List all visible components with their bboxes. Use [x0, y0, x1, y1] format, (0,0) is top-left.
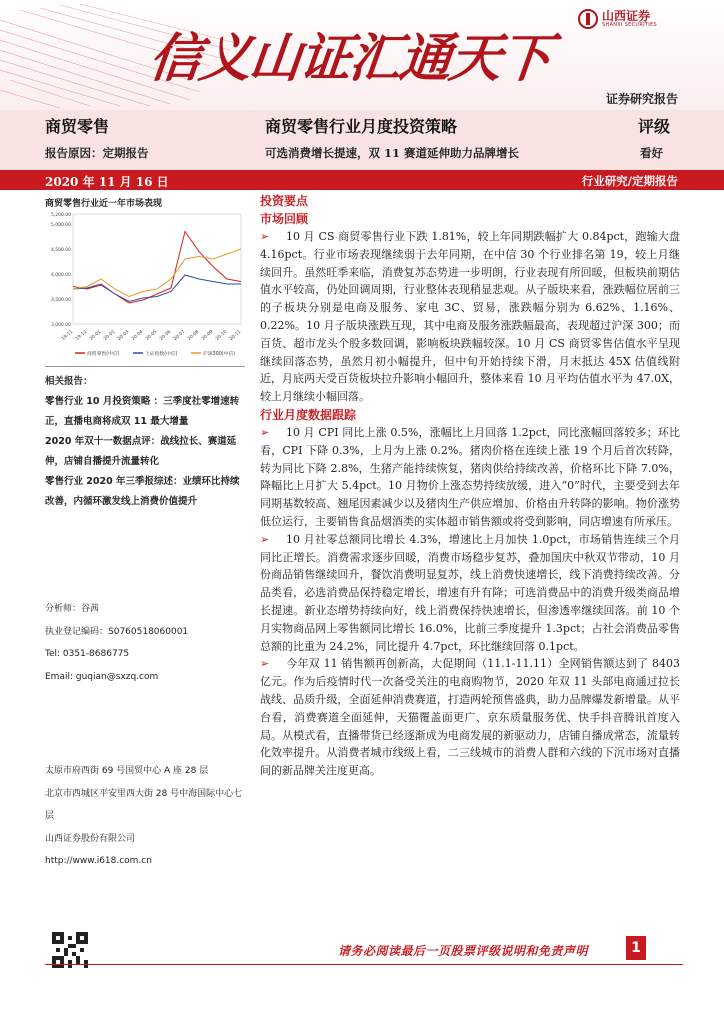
company-info [45, 760, 245, 873]
paragraph-text: 10 月 CPI 同比上涨 0.5%，涨幅比上月回落 1.2pct，同比涨幅回落较多；环比看，CPI 下降 0.3%，上月为上涨 0.2%。猪肉价格在连续上涨 19 个月后首次转降，转为同比下降 2.8%，生猪产能持续恢复，猪肉供给持续改善，价格环比下降 7.0%，降幅比上月扩大 5.4pct。10 月物价上涨态势持续放缓，进入“0”时代，主要受到去年同期基数较高、翘尾因素减少以及猪肉生产供应增加、价格由升转降的影响。物价涨势低位运行，主要销售食品烟酒类的实体超市销售额或将受到影响，同店增速有所承压。 [260, 425, 680, 528]
address-taiyuan: 太原市府西街 69 号国贸中心 A 座 28 层 [45, 766, 209, 776]
report-category: 行业研究/定期报告 [581, 174, 678, 188]
data-tracking-heading: 行业月度数据跟踪 [260, 407, 357, 422]
legend-label: 商贸零售(中信) [87, 352, 120, 357]
x-tick-label: 20-10 [215, 329, 229, 342]
header-calligraphy: 信义山证汇通天下 [146, 28, 553, 89]
analyst-license: 执业登记编码：S0760518060001 [45, 626, 189, 637]
cpi-paragraph [260, 424, 680, 531]
arrow-bullet-icon: ➢ [260, 532, 270, 546]
y-tick-label: 3,000.00 [50, 323, 71, 328]
x-tick-label: 20-09 [201, 329, 215, 342]
related-report-link[interactable]: 2020 年双十一数据点评：战线拉长、赛道延伸，店铺自播提升流量转化 [45, 436, 237, 467]
report-date: 2020 年 11 月 16 日 [45, 175, 169, 189]
related-report-link[interactable]: 零售行业 2020 年三季报综述：业绩环比持续改善，内循环激发线上消费价值提升 [45, 476, 240, 507]
x-tick-label: 20-08 [187, 329, 201, 342]
x-tick-label: 20-02 [103, 329, 117, 342]
x-tick-label: 20-07 [173, 329, 187, 342]
double11-paragraph [260, 655, 680, 780]
divider [45, 366, 245, 367]
series-line [73, 249, 241, 297]
logo-name-en: SHANXI SECURITIES [602, 22, 657, 28]
report-type: 证券研究报告 [605, 92, 678, 106]
x-tick-label: 20-04 [131, 329, 145, 342]
market-performance-chart [45, 208, 245, 360]
x-tick-label: 19-11 [61, 329, 75, 342]
x-tick-label: 20-01 [89, 329, 103, 342]
company-website[interactable]: http://www.i618.com.cn [45, 856, 152, 866]
report-subtitle: 可选消费增长提速，双 11 赛道延伸助力品牌增长 [265, 146, 520, 160]
company-name: 山西证券股份有限公司 [45, 833, 136, 844]
y-tick-label: 5,000.00 [50, 223, 71, 228]
sector-name: 商贸零售 [45, 117, 110, 136]
legend-label: 上证指数(中信) [145, 352, 178, 357]
arrow-bullet-icon: ➢ [260, 230, 270, 243]
x-tick-label: 20-11 [229, 329, 243, 342]
arrow-bullet-icon: ➢ [260, 425, 270, 439]
y-tick-label: 3,500.00 [50, 298, 71, 303]
disclaimer-note: 请务必阅读最后一页股票评级说明和免责声明 [338, 944, 589, 958]
qr-code-icon [52, 932, 88, 968]
main-content [260, 192, 680, 780]
report-reason: 报告原因：定期报告 [45, 146, 149, 160]
retail-paragraph [260, 531, 680, 656]
arrow-bullet-icon: ➢ [260, 657, 270, 671]
y-tick-label: 4,500.00 [50, 248, 71, 253]
logo-icon [578, 9, 598, 29]
brand-logo [578, 8, 657, 30]
series-line [73, 275, 241, 302]
related-reports [45, 372, 245, 512]
footer-line [45, 964, 683, 965]
analyst-name: 分析师：谷茜 [45, 604, 100, 614]
analyst-tel: Tel: 0351-8686775 [45, 649, 130, 659]
report-header [0, 0, 724, 110]
address-beijing: 北京市西城区平安里西大街 28 号中海国际中心七层 [45, 788, 243, 821]
paragraph-text: 10 月社零总额同比增长 4.3%，增速比上月加快 1.0pct，市场销售连续三个月同比正增长。消费需求逐步回暖，消费市场稳步复苏，叠加国庆中秋双节带动，10 月份商品销售继续回升，餐饮消费明显复苏，线上消费快速增长，线下消费持续改善。分品类看，必选消费品保持稳定增长，增速有升有降；可选消费品中的消费升级类商品增长提速。新业态增势持续向好，线上消费保持快速增长，但渗透率继续回落。前 10 个月实物商品网上零售额同比增长 16.0%，比前三季度提升 1.3pct；占社会消费品零售总额的比重为 24.2%，同比提升 4.7pct，环比继续回落 0.1pct。 [260, 532, 680, 653]
x-tick-label: 20-05 [145, 329, 159, 342]
related-heading: 相关报告： [45, 376, 93, 387]
section-title: 投资要点 [260, 194, 309, 208]
report-title: 商贸零售行业月度投资策略 [265, 117, 458, 136]
x-tick-label: 19-12 [75, 329, 89, 342]
analyst-email[interactable]: Email: guqian@sxzq.com [45, 671, 159, 682]
y-tick-label: 4,000.00 [50, 273, 71, 278]
chart-title: 商贸零售行业近一年市场表现 [45, 199, 163, 209]
x-tick-label: 20-03 [117, 329, 131, 342]
paragraph-text: 今年双 11 销售额再创新高，大促期间（11.1-11.11）全网销售额达到了 8403 亿元。作为后疫情时代一次备受关注的电商购物节，2020 年双 11 头部电商通过拉长战线、品质升级，全面延伸消费赛道，打造两轮预售盛典，助力品牌爆发新增量。从平台看，消费赛道全面延伸，天猫覆盖面更广、京东质量服务优、快手抖音腾讯首度入局。从模式看，直播带货已经逐渐成为电商发展的新驱动力，店铺自播成常态，流量转化效率提升。从消费者城市线级上看，二三线城市的消费人群和六线的下沉市场对直播间的新品牌关注度更高。 [260, 657, 680, 778]
rating-label: 评级 [638, 117, 671, 136]
series-line [73, 232, 241, 304]
legend-label: 沪深300(中信) [203, 352, 236, 357]
related-report-link[interactable]: 零售行业 10 月投资策略 ：三季度社零增速转正，直播电商将成双 11 最大增量 [45, 396, 240, 427]
logo-name: 山西证券 [602, 9, 651, 23]
market-review-heading: 市场回顾 [260, 212, 309, 226]
y-tick-label: 5,200.00 [50, 213, 71, 218]
x-tick-label: 20-06 [159, 329, 173, 342]
page-number: 1 [626, 936, 646, 960]
analyst-info [45, 598, 255, 688]
paragraph-text: 10 月 CS 商贸零售行业下跌 1.81%，较上年同期跌幅扩大 0.84pct，跑输大盘 4.16pct。行业市场表现继续弱于去年同期，在中信 30 个行业排名第 19，较上月继续回升。虽然旺季来临，消费复苏态势进一步明朗，行业表现有所回暖，但板块前期估值水平较高，仍处回调周期，行业整体表现稍显悲观。从子版块来看，涨跌幅位居前三的子板块分别是电商及服务、家电 3C、贸易，涨跌幅分别为 6.62%、1.16%、0.22%。10 月子版块涨跌互现，其中电商及服务涨跌幅最高，表现超过沪深 300；而百货、超市龙头个股多数回调，影响板块跌幅较深。10 月 CS 商贸零售估值水平呈现继续回落态势，虽然月初小幅提升，但中旬开始持续下滑，月末抵达 45X 估值线附近，月底两天受百货板块拉升影响小幅回升，整体来看 10 月平均估值水平为 47.0X，较上月继续小幅回落。 [260, 230, 680, 404]
market-review-paragraph [260, 228, 680, 406]
rating-value: 看好 [640, 146, 663, 160]
